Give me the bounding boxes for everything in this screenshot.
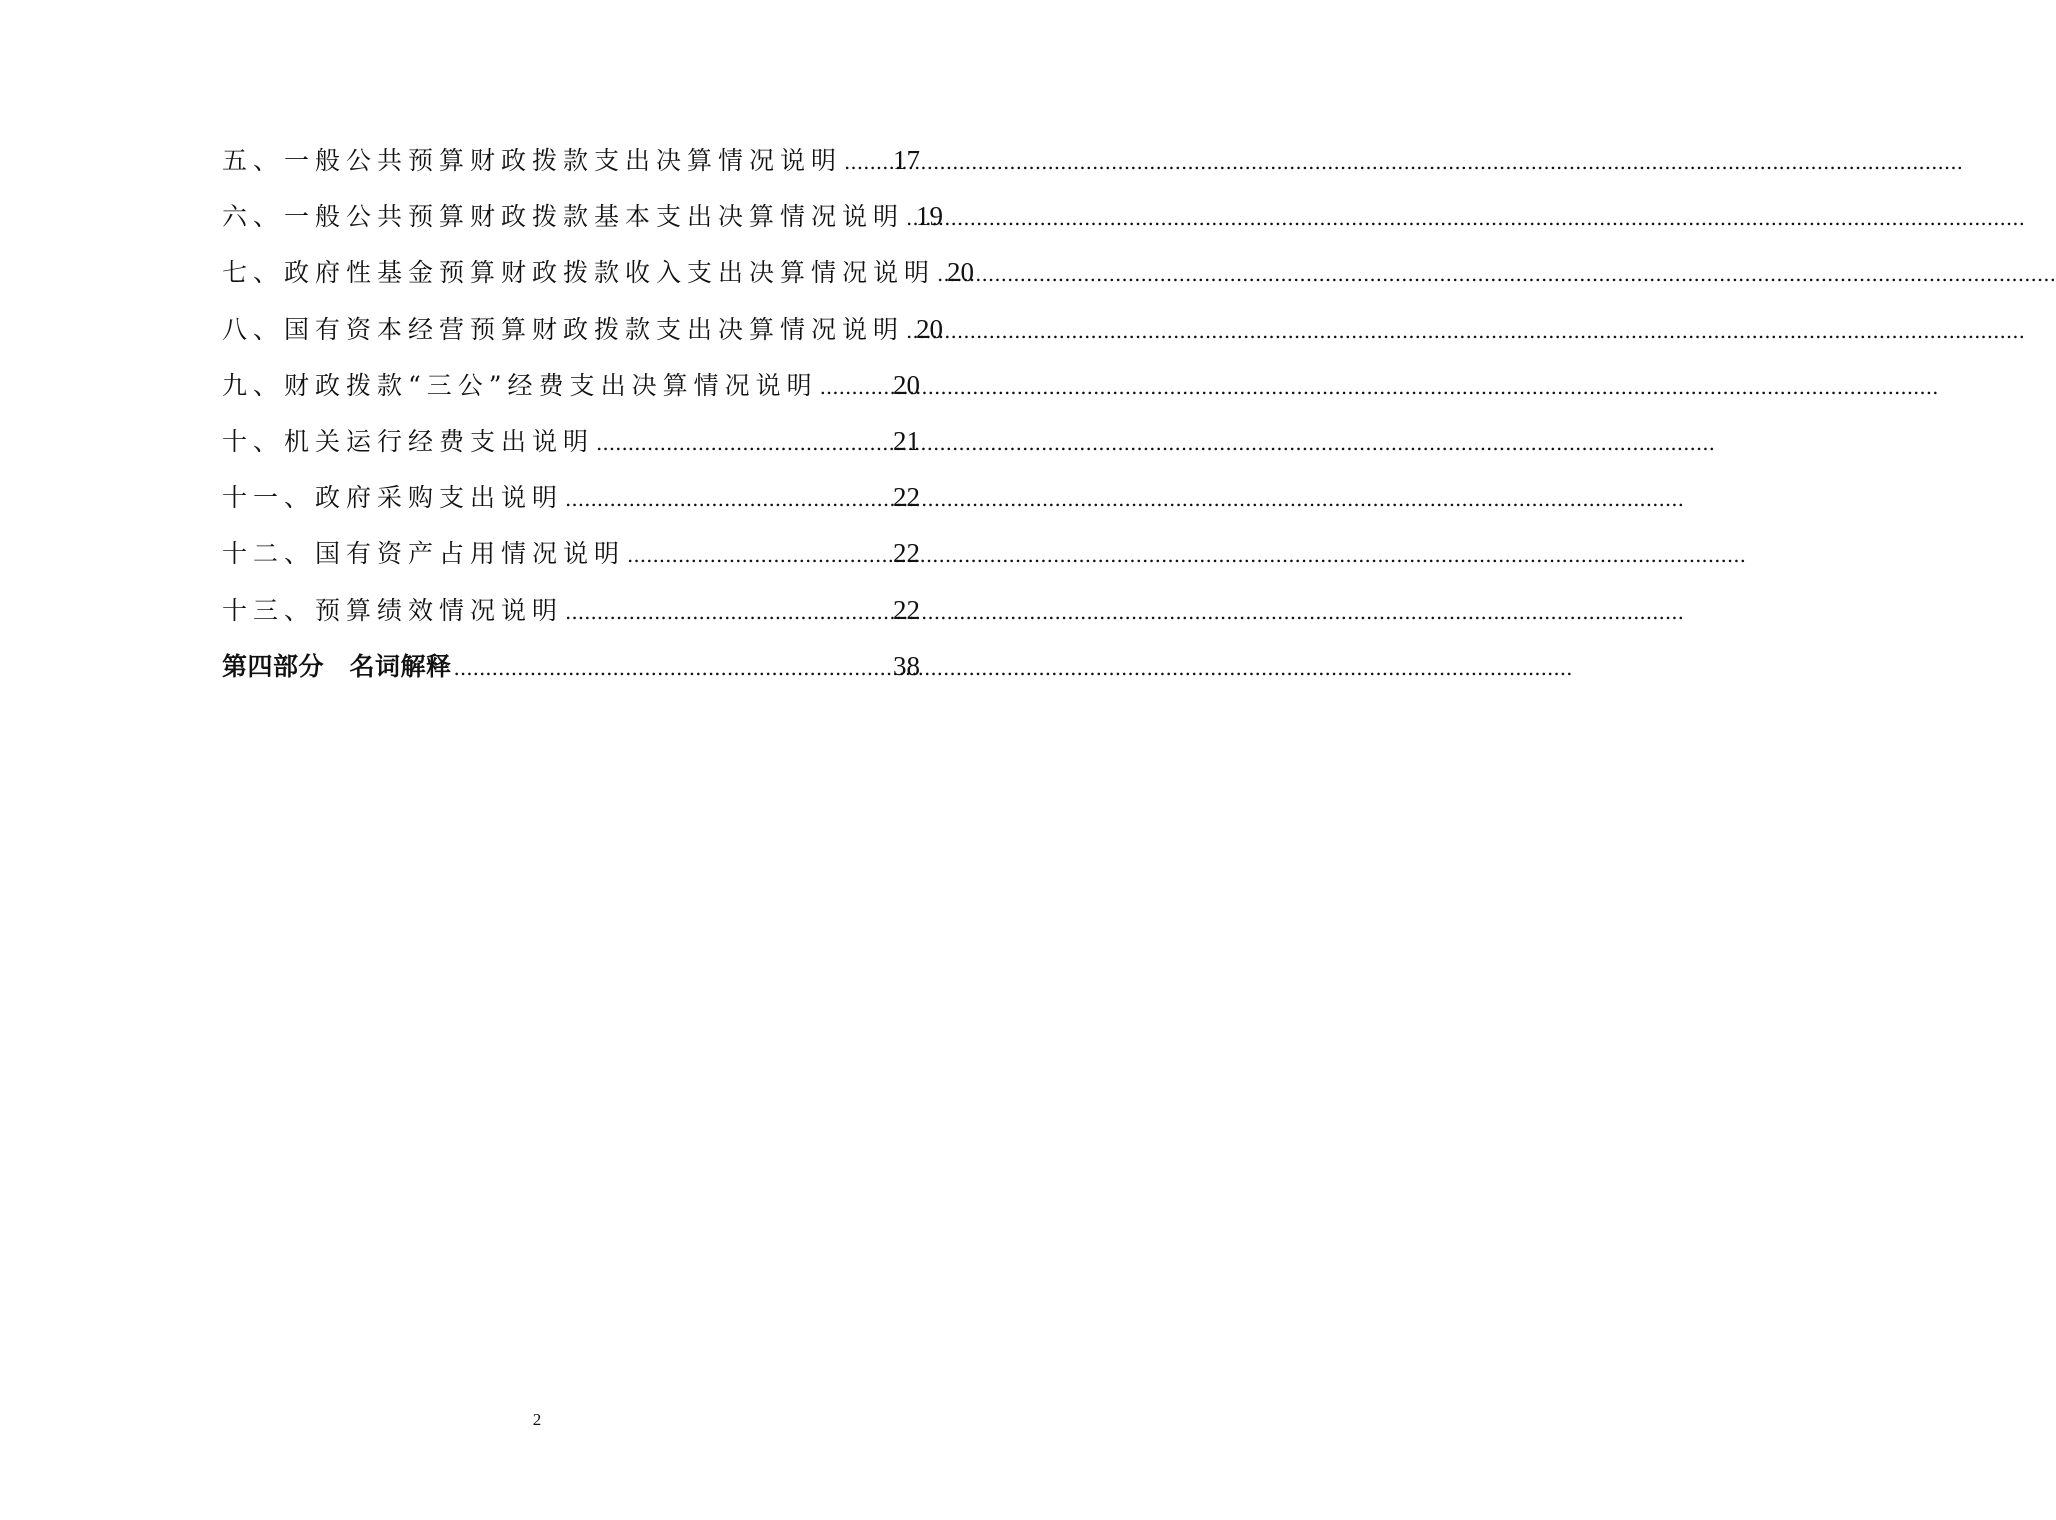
toc-entry-section-6[interactable] <box>222 188 944 244</box>
toc-entry-title: 十三、预算绩效情况说明 <box>222 595 564 625</box>
toc-entry-title: 八、国有资本经营预算财政拨款支出决算情况说明 <box>222 314 905 344</box>
toc-entry-title: 九、财政拨款“三公”经费支出决算情况说明 <box>222 370 818 400</box>
toc-entry-page: 22 <box>893 594 920 625</box>
toc-entry-title: 第四部分 名词解释 <box>222 651 452 681</box>
toc-entry-title: 六、一般公共预算财政拨款基本支出决算情况说明 <box>222 202 905 232</box>
toc-entry-page: 20 <box>916 313 944 344</box>
table-of-contents <box>222 132 975 694</box>
toc-dot-leader <box>904 303 916 359</box>
toc-entry-section-13[interactable] <box>222 582 920 638</box>
toc-entry-section-11[interactable] <box>222 469 920 525</box>
toc-entry-title: 十、机关运行经费支出说明 <box>222 426 595 456</box>
toc-entry-section-5[interactable] <box>222 132 920 188</box>
toc-entry-title: 十二、国有资产占用情况说明 <box>222 539 626 569</box>
toc-dot-leader <box>452 640 893 696</box>
toc-entry-page: 20 <box>947 257 975 288</box>
toc-entry-page: 21 <box>893 425 920 456</box>
toc-dot-leader <box>904 190 916 246</box>
toc-entry-section-12[interactable] <box>222 525 920 581</box>
toc-entry-part-4[interactable] <box>222 638 920 694</box>
toc-entry-page: 19 <box>916 201 944 232</box>
toc-dot-leader <box>594 415 893 471</box>
toc-entry-page: 17 <box>893 145 920 175</box>
toc-dot-leader <box>625 527 893 583</box>
toc-entry-page: 22 <box>893 482 920 513</box>
toc-entry-title: 十一、政府采购支出说明 <box>222 483 564 513</box>
toc-entry-page: 22 <box>893 538 920 569</box>
toc-entry-page: 20 <box>893 369 920 400</box>
toc-entry-title: 五、一般公共预算财政拨款支出决算情况说明 <box>222 146 843 175</box>
toc-dot-leader <box>563 584 893 640</box>
toc-dot-leader <box>935 246 947 302</box>
toc-entry-section-7[interactable] <box>222 244 975 300</box>
toc-entry-section-10[interactable] <box>222 413 920 469</box>
page-number: 2 <box>532 1410 542 1429</box>
toc-dot-leader <box>818 359 893 415</box>
toc-entry-section-9[interactable] <box>222 357 920 413</box>
toc-entry-title: 七、政府性基金预算财政拨款收入支出决算情况说明 <box>222 258 936 288</box>
toc-entry-section-8[interactable] <box>222 301 944 357</box>
toc-entry-page: 38 <box>893 650 920 681</box>
toc-dot-leader <box>563 471 893 527</box>
toc-dot-leader <box>842 134 893 190</box>
